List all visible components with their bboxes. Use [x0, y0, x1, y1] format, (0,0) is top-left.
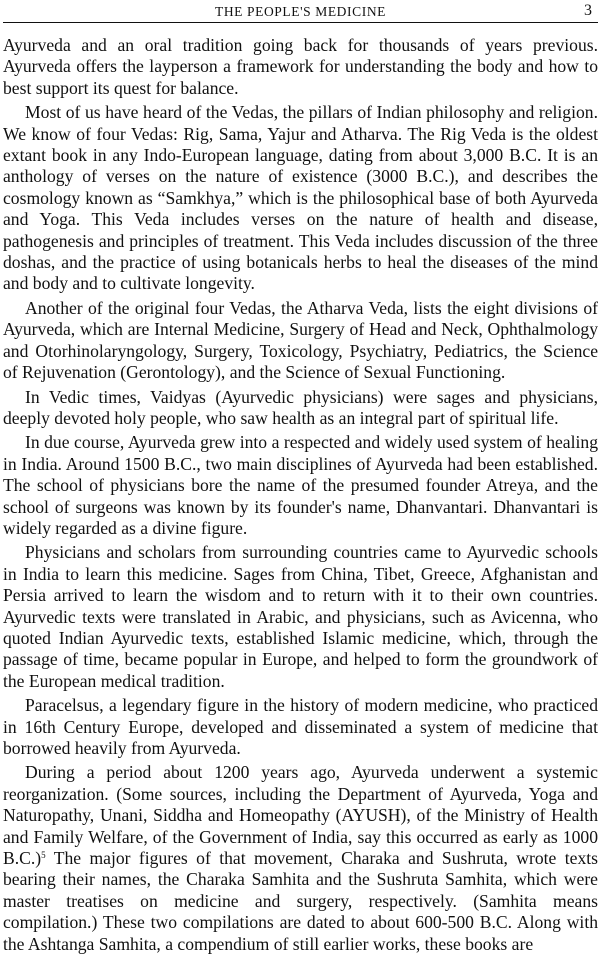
- paragraph-physicians-scholars: Physicians and scholars from surrounding countries came to Ayurvedic schools in India to learn this medicine. Sages from China, Tibet, Greece, Afghanistan and Persia arrived to learn the wisdom and to return with it to their own countries. Ayurvedic texts were translated in Arabic, and physicians, such as Avicenna, who quoted Indian Ayurvedic texts, established Islamic medicine, which, through the passage of time, became popular in Europe, and helped to form the groundwork of the European medical tradition.: [3, 542, 598, 691]
- paragraph-atharva-veda: Another of the original four Vedas, the Atharva Veda, lists the eight divisions of Ayurveda, which are Internal Medicine, Surgery of Head and Neck, Ophthalmology and Otorhinolaryngology, Surgery, Toxicology, Psychiatry, Pediatrics, the Science of Rejuvenation (Gerontology), and the Science of Sexual Functioning.: [3, 297, 598, 383]
- running-header: [3, 0, 598, 23]
- running-title: THE PEOPLE'S MEDICINE: [214, 4, 387, 19]
- body-text: [3, 35, 598, 955]
- reorganization-text-start: During a period about 1200 years ago, Ayurveda underwent a systemic reorganization. (Some sources, including the Department of Ayurveda, Yoga and Naturopathy, Unani, Siddha and Homeopathy (AYUSH), of the Ministry of Health and Family Welfare, of the Government of India, say this occurred as early as 1000 B.C.): [3, 762, 598, 869]
- paragraph-paracelsus: Paracelsus, a legendary figure in the history of modern medicine, who practiced in 16th Century Europe, developed and disseminated a system of medicine that borrowed heavily from Ayurveda.: [3, 695, 598, 758]
- reorganization-text-end: The major figures of that movement, Charaka and Sushruta, wrote texts bearing their names, the Charaka Samhita and the Sushruta Samhita, which were master treatises on medicine and surgery, respectively. (Samhita means compilation.) These two compilations are dated to about 600-500 B.C. Along with the Ashtanga Samhita, a compendium of still earlier works, these books are: [3, 848, 598, 954]
- paragraph-continued: Ayurveda and an oral tradition going back for thousands of years previous. Ayurveda offers the layperson a framework for understanding the body and how to best support its quest for balance.: [3, 35, 598, 98]
- paragraph-reorganization: [3, 762, 598, 955]
- paragraph-due-course: In due course, Ayurveda grew into a respected and widely used system of healing in India. Around 1500 B.C., two main disciplines of Ayurveda had been established. The school of physicians bore the name of the presumed founder Atreya, and the school of surgeons was known by its founder's name, Dhanvantari. Dhanvantari is widely regarded as a divine figure.: [3, 432, 598, 538]
- paragraph-vedas: Most of us have heard of the Vedas, the pillars of Indian philosophy and religion. We know of four Vedas: Rig, Sama, Yajur and Atharva. The Rig Veda is the oldest extant book in any Indo-European language, dating from about 3,000 B.C. It is an anthology of verses on the nature of existence (3000 B.C.), and describes the cosmology known as “Samkhya,” which is the philosophical base of both Ayurveda and Yoga. This Veda includes verses on the nature of health and disease, pathogenesis and principles of treatment. This Veda includes discussion of the three doshas, and the practice of using botanicals herbs to heal the diseases of the mind and body and to cultivate longevity.: [3, 102, 598, 294]
- footnote-reference[interactable]: 5: [41, 850, 46, 861]
- page-number: 3: [584, 2, 592, 19]
- paragraph-vedic-times: In Vedic times, Vaidyas (Ayurvedic physicians) were sages and physicians, deeply devoted holy people, who saw health as an integral part of spiritual life.: [3, 386, 598, 428]
